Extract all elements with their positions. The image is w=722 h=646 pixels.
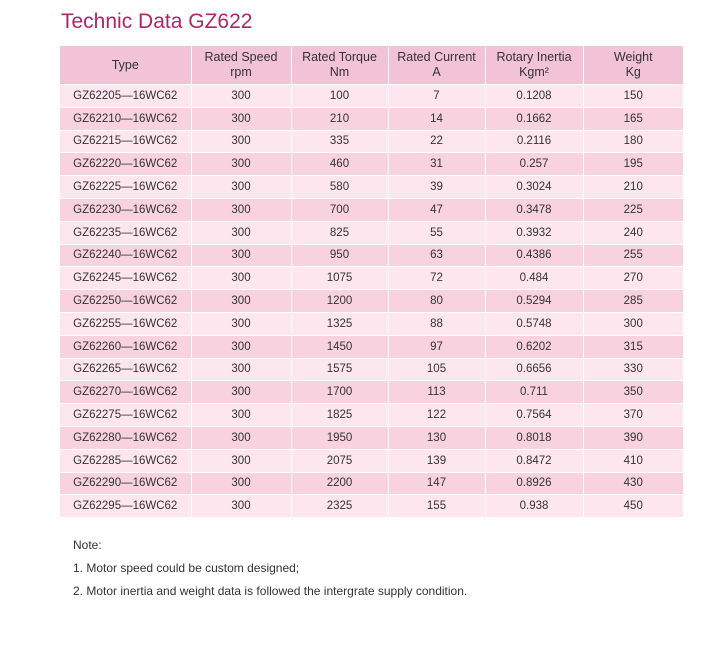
cell-weight: 240 xyxy=(583,221,683,244)
cell-rotary-inertia: 0.6202 xyxy=(485,335,583,358)
cell-weight: 410 xyxy=(583,449,683,472)
cell-rotary-inertia: 0.938 xyxy=(485,495,583,517)
header-rated-torque: Rated Torque Nm xyxy=(291,46,388,85)
cell-weight: 165 xyxy=(583,107,683,130)
cell-rotary-inertia: 0.1208 xyxy=(485,85,583,108)
cell-rotary-inertia: 0.2116 xyxy=(485,130,583,153)
table-row xyxy=(60,267,683,290)
cell-weight: 180 xyxy=(583,130,683,153)
cell-rated-torque: 335 xyxy=(291,130,388,153)
cell-rated-speed: 300 xyxy=(191,358,291,381)
header-rated-current: Rated Current A xyxy=(388,46,485,85)
header-rated-speed: Rated Speed rpm xyxy=(191,46,291,85)
cell-rated-torque: 1200 xyxy=(291,290,388,313)
cell-rated-current: 130 xyxy=(388,426,485,449)
cell-rated-current: 63 xyxy=(388,244,485,267)
cell-rotary-inertia: 0.5294 xyxy=(485,290,583,313)
cell-rotary-inertia: 0.5748 xyxy=(485,312,583,335)
cell-rated-current: 139 xyxy=(388,449,485,472)
cell-rated-current: 122 xyxy=(388,404,485,427)
table-row xyxy=(60,449,683,472)
cell-rated-speed: 300 xyxy=(191,449,291,472)
cell-rated-current: 39 xyxy=(388,176,485,199)
cell-rated-speed: 300 xyxy=(191,221,291,244)
table-row xyxy=(60,290,683,313)
cell-weight: 315 xyxy=(583,335,683,358)
cell-type: GZ62255—16WC62 xyxy=(60,312,191,335)
cell-rated-torque: 580 xyxy=(291,176,388,199)
cell-rated-speed: 300 xyxy=(191,335,291,358)
cell-type: GZ62280—16WC62 xyxy=(60,426,191,449)
cell-rated-current: 105 xyxy=(388,358,485,381)
cell-rated-current: 22 xyxy=(388,130,485,153)
cell-type: GZ62205—16WC62 xyxy=(60,85,191,108)
header-type: Type xyxy=(60,46,191,85)
cell-weight: 225 xyxy=(583,198,683,221)
cell-weight: 430 xyxy=(583,472,683,495)
cell-type: GZ62270—16WC62 xyxy=(60,381,191,404)
cell-rated-current: 14 xyxy=(388,107,485,130)
table-row xyxy=(60,198,683,221)
notes xyxy=(73,534,467,603)
cell-rated-torque: 2075 xyxy=(291,449,388,472)
cell-rotary-inertia: 0.1662 xyxy=(485,107,583,130)
table-row xyxy=(60,495,683,517)
cell-weight: 285 xyxy=(583,290,683,313)
cell-rated-speed: 300 xyxy=(191,153,291,176)
cell-rated-speed: 300 xyxy=(191,404,291,427)
cell-weight: 255 xyxy=(583,244,683,267)
note-item-2: 2. Motor inertia and weight data is followed the intergrate supply condition. xyxy=(73,584,468,598)
cell-weight: 270 xyxy=(583,267,683,290)
page-title: Technic Data GZ622 xyxy=(61,10,253,33)
cell-rated-current: 155 xyxy=(388,495,485,517)
note-label: Note: xyxy=(73,538,102,552)
table-row xyxy=(60,244,683,267)
cell-rated-current: 88 xyxy=(388,312,485,335)
table-row xyxy=(60,335,683,358)
cell-rotary-inertia: 0.8018 xyxy=(485,426,583,449)
spec-table xyxy=(60,46,683,517)
cell-rotary-inertia: 0.484 xyxy=(485,267,583,290)
cell-rated-torque: 100 xyxy=(291,85,388,108)
cell-type: GZ62210—16WC62 xyxy=(60,107,191,130)
table-row xyxy=(60,358,683,381)
cell-type: GZ62245—16WC62 xyxy=(60,267,191,290)
cell-rotary-inertia: 0.711 xyxy=(485,381,583,404)
cell-rotary-inertia: 0.3478 xyxy=(485,198,583,221)
table-body xyxy=(60,85,683,518)
cell-rated-current: 31 xyxy=(388,153,485,176)
table-row xyxy=(60,176,683,199)
table-row xyxy=(60,472,683,495)
table-header-row xyxy=(60,46,683,85)
cell-rated-speed: 300 xyxy=(191,244,291,267)
cell-rotary-inertia: 0.257 xyxy=(485,153,583,176)
cell-rated-current: 97 xyxy=(388,335,485,358)
header-rotary-inertia: Rotary Inertia Kgm² xyxy=(485,46,583,85)
header-weight: Weight Kg xyxy=(583,46,683,85)
cell-rated-speed: 300 xyxy=(191,85,291,108)
cell-rated-torque: 1075 xyxy=(291,267,388,290)
cell-rated-current: 72 xyxy=(388,267,485,290)
cell-rated-speed: 300 xyxy=(191,107,291,130)
cell-weight: 370 xyxy=(583,404,683,427)
cell-rotary-inertia: 0.8926 xyxy=(485,472,583,495)
cell-rated-current: 55 xyxy=(388,221,485,244)
cell-rotary-inertia: 0.4386 xyxy=(485,244,583,267)
cell-rated-current: 113 xyxy=(388,381,485,404)
cell-rated-current: 147 xyxy=(388,472,485,495)
cell-rotary-inertia: 0.3024 xyxy=(485,176,583,199)
table-row xyxy=(60,426,683,449)
cell-rated-torque: 1700 xyxy=(291,381,388,404)
cell-type: GZ62235—16WC62 xyxy=(60,221,191,244)
cell-rated-torque: 2200 xyxy=(291,472,388,495)
table-row xyxy=(60,107,683,130)
cell-weight: 450 xyxy=(583,495,683,517)
cell-rotary-inertia: 0.7564 xyxy=(485,404,583,427)
table-row xyxy=(60,85,683,108)
cell-type: GZ62295—16WC62 xyxy=(60,495,191,517)
cell-rated-speed: 300 xyxy=(191,426,291,449)
table-row xyxy=(60,312,683,335)
cell-rated-current: 47 xyxy=(388,198,485,221)
cell-weight: 390 xyxy=(583,426,683,449)
note-item-1: 1. Motor speed could be custom designed; xyxy=(73,561,300,575)
cell-rotary-inertia: 0.6656 xyxy=(485,358,583,381)
cell-type: GZ62220—16WC62 xyxy=(60,153,191,176)
cell-rated-speed: 300 xyxy=(191,267,291,290)
cell-rated-speed: 300 xyxy=(191,381,291,404)
cell-rated-torque: 1575 xyxy=(291,358,388,381)
cell-rated-torque: 950 xyxy=(291,244,388,267)
table-row xyxy=(60,130,683,153)
cell-rated-torque: 1950 xyxy=(291,426,388,449)
cell-type: GZ62275—16WC62 xyxy=(60,404,191,427)
cell-type: GZ62250—16WC62 xyxy=(60,290,191,313)
cell-type: GZ62290—16WC62 xyxy=(60,472,191,495)
cell-rated-torque: 460 xyxy=(291,153,388,176)
cell-rated-torque: 1325 xyxy=(291,312,388,335)
cell-rated-speed: 300 xyxy=(191,472,291,495)
cell-weight: 150 xyxy=(583,85,683,108)
cell-rated-torque: 210 xyxy=(291,107,388,130)
cell-type: GZ62215—16WC62 xyxy=(60,130,191,153)
cell-rated-torque: 1825 xyxy=(291,404,388,427)
cell-type: GZ62260—16WC62 xyxy=(60,335,191,358)
cell-type: GZ62240—16WC62 xyxy=(60,244,191,267)
cell-weight: 350 xyxy=(583,381,683,404)
cell-type: GZ62265—16WC62 xyxy=(60,358,191,381)
cell-rated-torque: 825 xyxy=(291,221,388,244)
cell-rated-torque: 700 xyxy=(291,198,388,221)
cell-weight: 210 xyxy=(583,176,683,199)
table-row xyxy=(60,404,683,427)
cell-type: GZ62285—16WC62 xyxy=(60,449,191,472)
cell-rated-current: 7 xyxy=(388,85,485,108)
cell-rated-torque: 1450 xyxy=(291,335,388,358)
cell-rotary-inertia: 0.8472 xyxy=(485,449,583,472)
cell-rotary-inertia: 0.3932 xyxy=(485,221,583,244)
cell-rated-speed: 300 xyxy=(191,495,291,517)
cell-weight: 195 xyxy=(583,153,683,176)
cell-weight: 330 xyxy=(583,358,683,381)
table-row xyxy=(60,221,683,244)
cell-weight: 300 xyxy=(583,312,683,335)
cell-rated-torque: 2325 xyxy=(291,495,388,517)
cell-rated-speed: 300 xyxy=(191,130,291,153)
cell-type: GZ62225—16WC62 xyxy=(60,176,191,199)
cell-rated-speed: 300 xyxy=(191,176,291,199)
cell-rated-current: 80 xyxy=(388,290,485,313)
cell-rated-speed: 300 xyxy=(191,290,291,313)
cell-rated-speed: 300 xyxy=(191,198,291,221)
cell-type: GZ62230—16WC62 xyxy=(60,198,191,221)
table-row xyxy=(60,381,683,404)
table-row xyxy=(60,153,683,176)
cell-rated-speed: 300 xyxy=(191,312,291,335)
